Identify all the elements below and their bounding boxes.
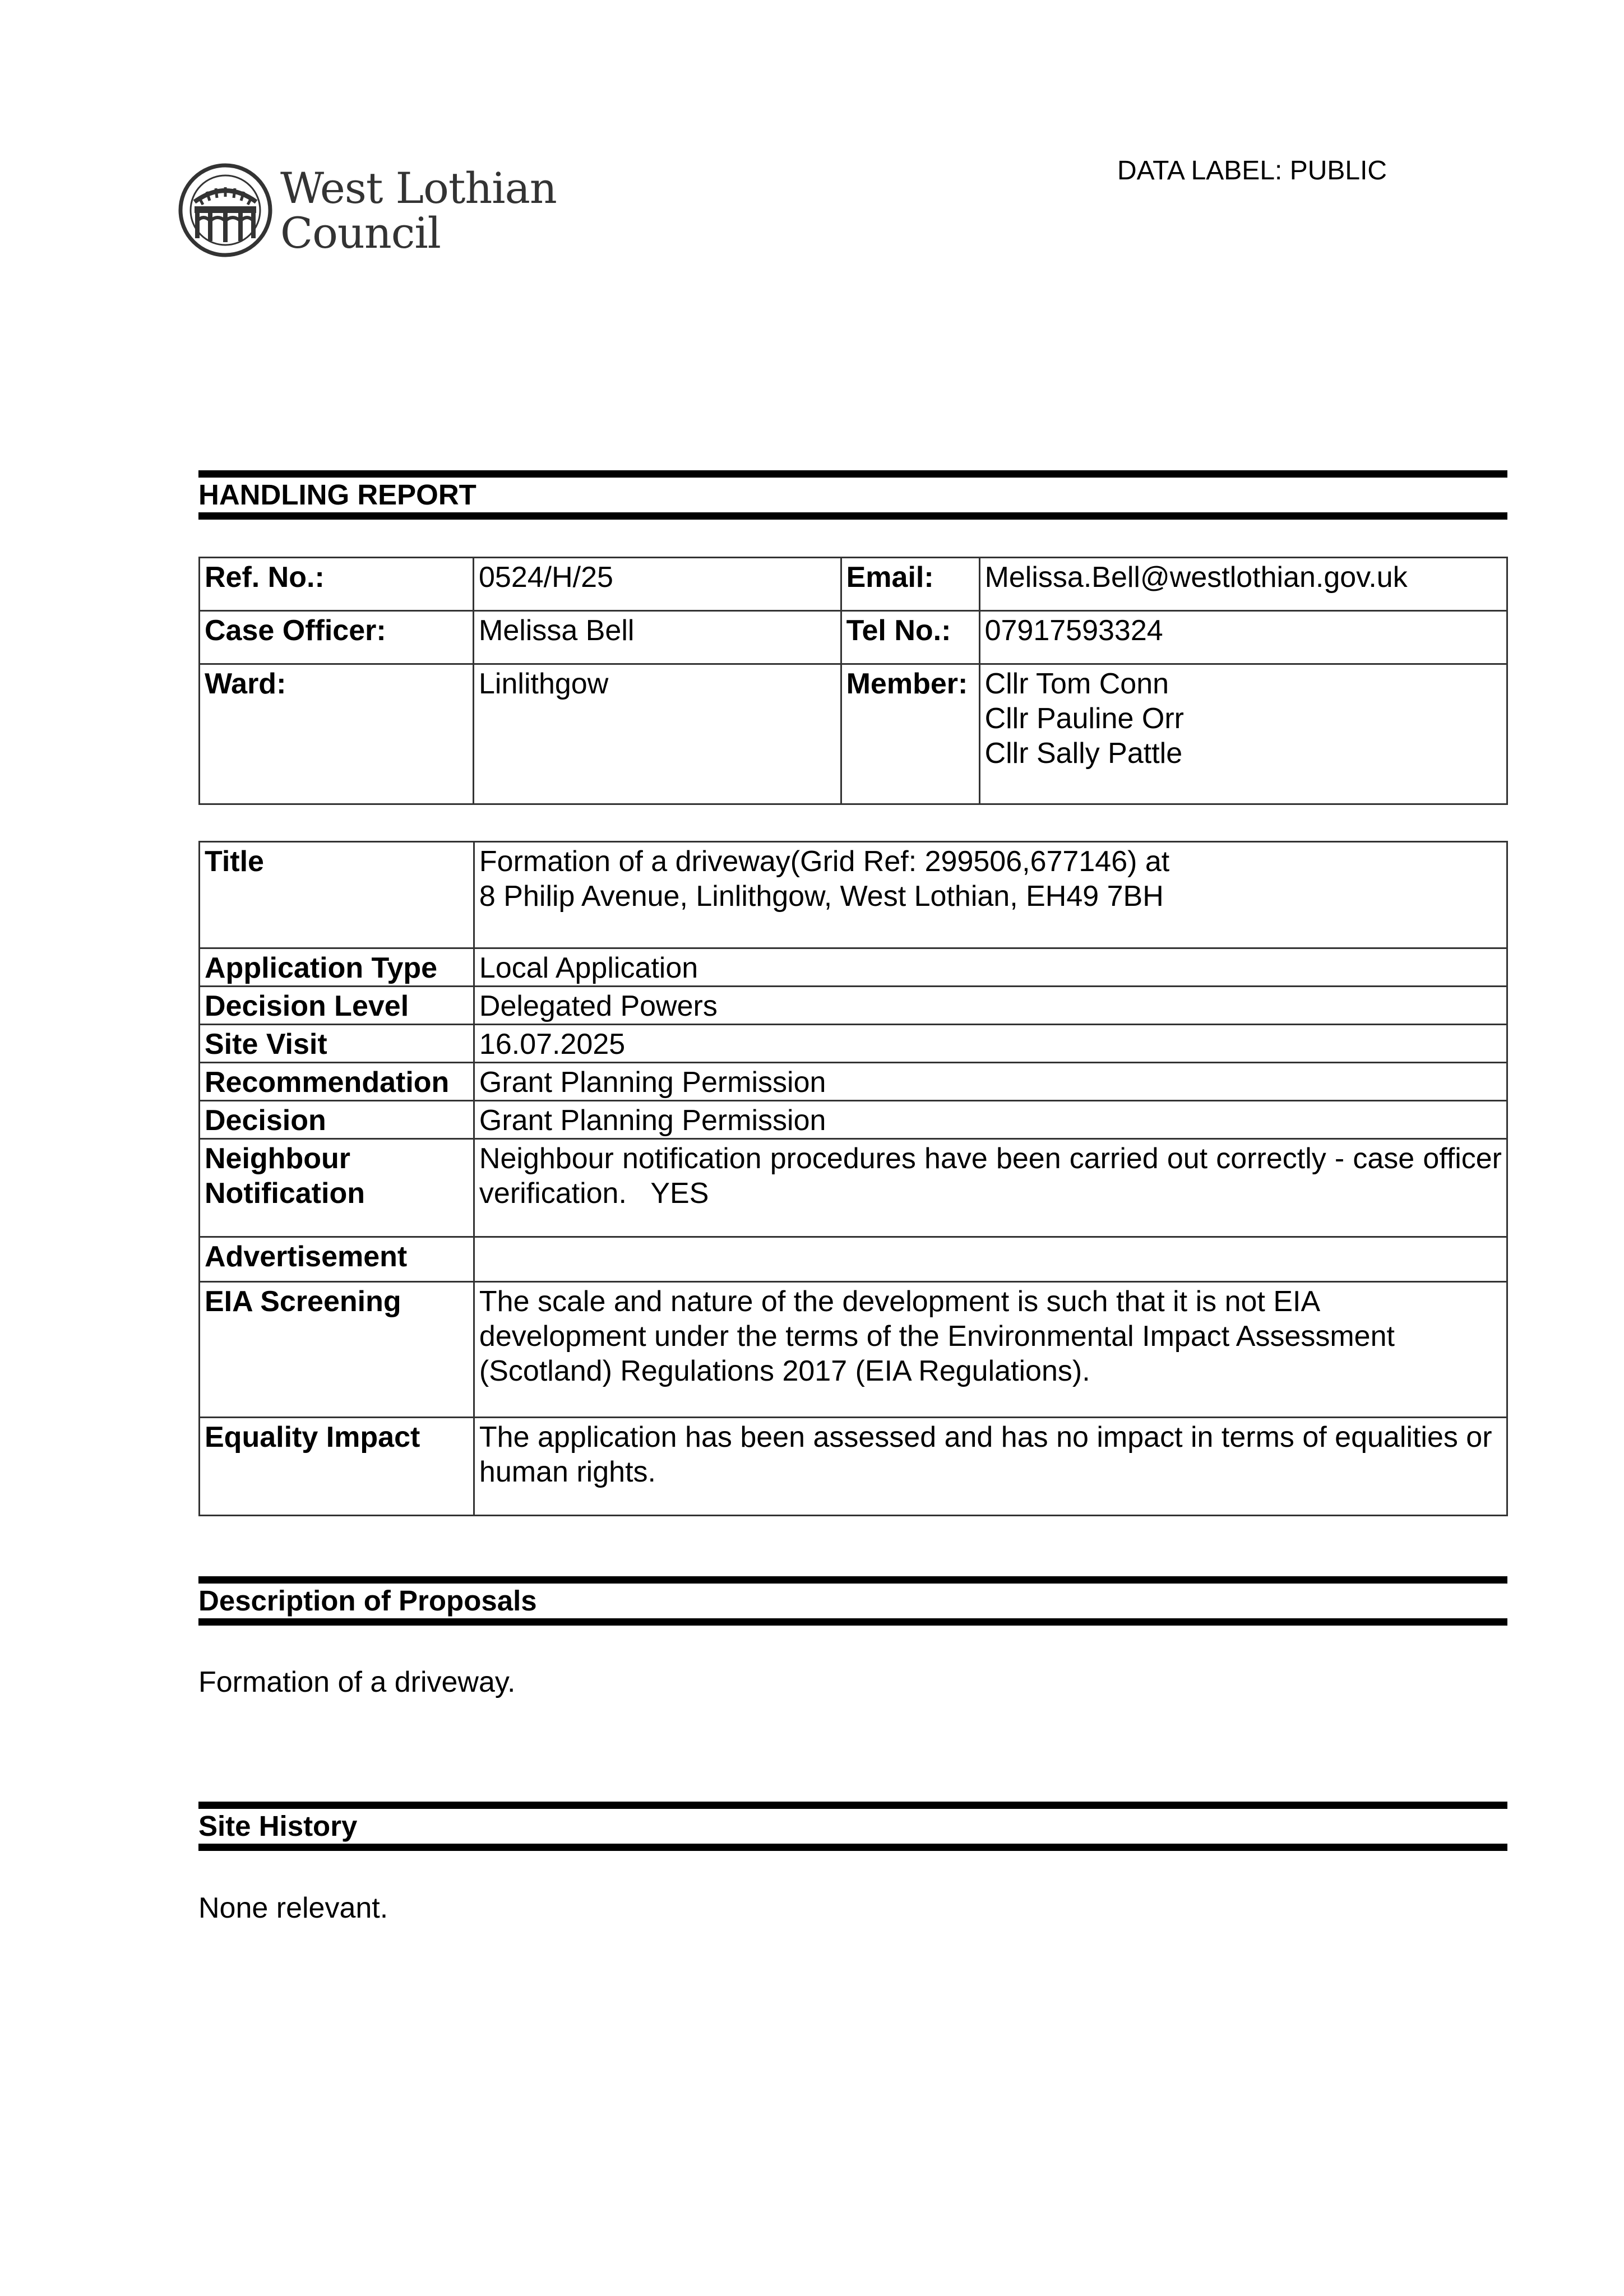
eia-screening-label: EIA Screening xyxy=(200,1282,474,1418)
ward-value: Linlithgow xyxy=(474,664,841,804)
table-row xyxy=(200,1025,1507,1063)
neighbour-label-line: Notification xyxy=(205,1177,365,1210)
title-line: Formation of a driveway(Grid Ref: 299506,677146) at xyxy=(479,845,1170,878)
table-row xyxy=(200,1418,1507,1516)
table-row xyxy=(200,558,1507,611)
table-row xyxy=(200,987,1507,1025)
description-text: Formation of a driveway. xyxy=(198,1666,516,1698)
equality-impact-value: The application has been assessed and has no impact in terms of equalities or human rights. xyxy=(474,1418,1507,1516)
description-heading: Description of Proposals xyxy=(198,1585,537,1617)
handling-report-heading: HANDLING REPORT xyxy=(198,479,476,511)
site-visit-value: 16.07.2025 xyxy=(474,1025,1507,1063)
details-table xyxy=(198,841,1508,1516)
member-item: Cllr Tom Conn xyxy=(984,668,1169,700)
table-row xyxy=(200,611,1507,664)
eia-line: (Scotland) Regulations 2017 (EIA Regulations). xyxy=(479,1355,1090,1387)
title-value xyxy=(474,842,1507,948)
decision-value: Grant Planning Permission xyxy=(474,1101,1507,1139)
member-item: Cllr Pauline Orr xyxy=(984,702,1184,735)
logo-text-line2: Council xyxy=(280,208,441,258)
eia-line: development under the terms of the Environmental Impact Assessment xyxy=(479,1320,1395,1353)
table-row xyxy=(200,1139,1507,1237)
heading-rule-bottom xyxy=(198,1844,1507,1851)
site-history-heading: Site History xyxy=(198,1810,358,1842)
eia-line: The scale and nature of the development is such that it is not EIA xyxy=(479,1285,1321,1318)
email-label: Email: xyxy=(841,558,979,611)
application-type-value: Local Application xyxy=(474,948,1507,987)
equality-impact-label: Equality Impact xyxy=(200,1418,474,1516)
decision-level-label: Decision Level xyxy=(200,987,474,1025)
tel-value: 07917593324 xyxy=(979,611,1507,664)
description-heading-block xyxy=(198,1576,1507,1626)
contact-table xyxy=(198,557,1508,805)
member-list xyxy=(979,664,1507,804)
site-visit-label: Site Visit xyxy=(200,1025,474,1063)
heading-rule-top xyxy=(198,1802,1507,1809)
heading-rule-bottom xyxy=(198,1618,1507,1626)
data-label: DATA LABEL: PUBLIC xyxy=(1117,156,1387,186)
table-row xyxy=(200,1063,1507,1101)
site-history-heading-block xyxy=(198,1802,1507,1851)
viaduct-emblem-icon xyxy=(178,163,273,258)
decision-label: Decision xyxy=(200,1101,474,1139)
neighbour-label-line: Neighbour xyxy=(205,1142,350,1175)
table-row xyxy=(200,1237,1507,1282)
title-label: Title xyxy=(200,842,474,948)
table-row xyxy=(200,842,1507,948)
table-row xyxy=(200,948,1507,987)
case-officer-label: Case Officer: xyxy=(200,611,474,664)
table-row xyxy=(200,664,1507,804)
email-value[interactable]: Melissa.Bell@westlothian.gov.uk xyxy=(979,558,1507,611)
heading-rule-top xyxy=(198,1576,1507,1584)
heading-rule-bottom xyxy=(198,512,1507,520)
ward-label: Ward: xyxy=(200,664,474,804)
advertisement-label: Advertisement xyxy=(200,1237,474,1282)
recommendation-label: Recommendation xyxy=(200,1063,474,1101)
council-logo xyxy=(178,163,559,269)
advertisement-value xyxy=(474,1237,1507,1282)
neighbour-notification-label xyxy=(200,1139,474,1237)
table-row xyxy=(200,1101,1507,1139)
logo-text-line1: West Lothian xyxy=(280,163,557,213)
ref-value: 0524/H/25 xyxy=(474,558,841,611)
application-type-label: Application Type xyxy=(200,948,474,987)
table-row xyxy=(200,1282,1507,1418)
member-label: Member: xyxy=(841,664,979,804)
handling-report-heading-block xyxy=(198,470,1507,520)
heading-rule-top xyxy=(198,470,1507,478)
site-history-text: None relevant. xyxy=(198,1892,388,1924)
tel-label: Tel No.: xyxy=(841,611,979,664)
neighbour-notification-value: Neighbour notification procedures have been carried out correctly - case officer verification. YES xyxy=(474,1139,1507,1237)
eia-screening-value xyxy=(474,1282,1507,1418)
ref-label: Ref. No.: xyxy=(200,558,474,611)
recommendation-value: Grant Planning Permission xyxy=(474,1063,1507,1101)
case-officer-value: Melissa Bell xyxy=(474,611,841,664)
member-item: Cllr Sally Pattle xyxy=(984,737,1183,770)
title-line: 8 Philip Avenue, Linlithgow, West Lothian, EH49 7BH xyxy=(479,880,1164,913)
decision-level-value: Delegated Powers xyxy=(474,987,1507,1025)
logo-wordmark xyxy=(280,163,557,258)
